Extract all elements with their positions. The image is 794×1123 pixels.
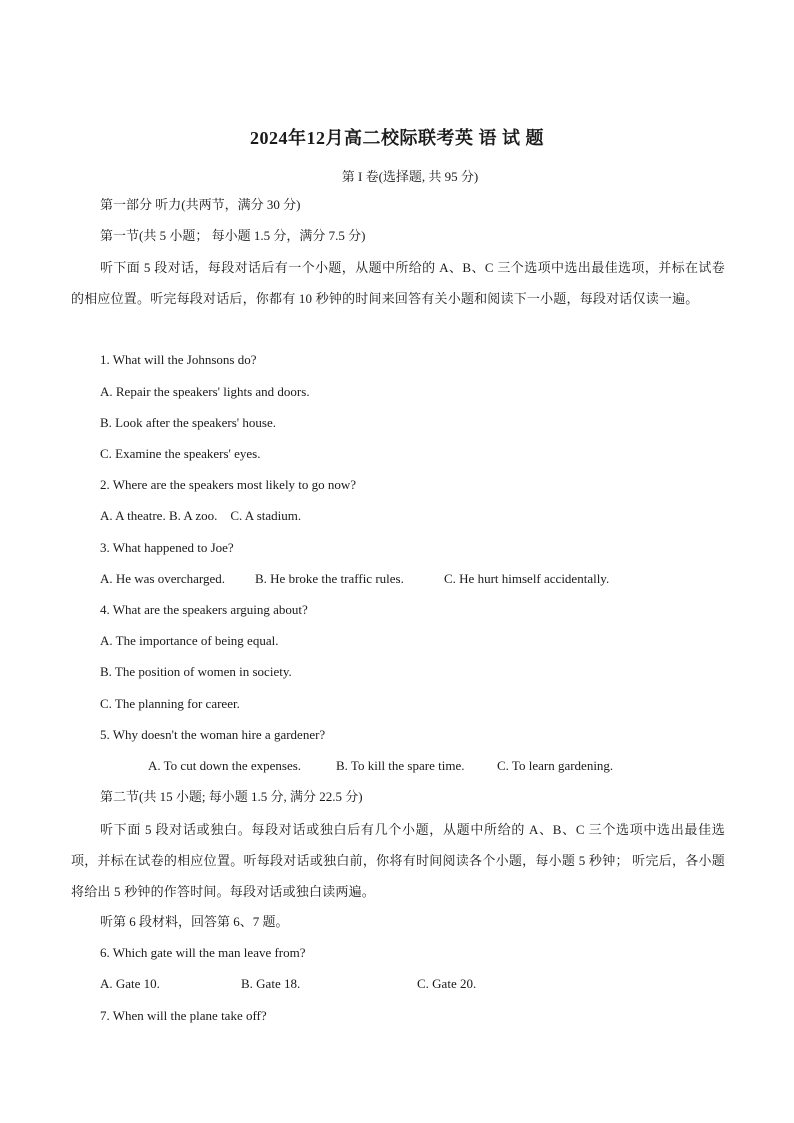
question-1-option-a: A. Repair the speakers' lights and doors. — [100, 384, 310, 399]
question-1: 1. What will the Johnsons do? — [100, 352, 257, 367]
question-3-option-a: A. He was overcharged. — [100, 571, 226, 586]
question-2: 2. Where are the speakers most likely to go now? — [100, 477, 357, 492]
question-5-option-a: A. To cut down the expenses. — [148, 758, 302, 773]
question-4: 4. What are the speakers arguing about? — [100, 602, 308, 617]
question-4-option-b: B. The position of women in society. — [100, 664, 292, 679]
question-6-option-c: C. Gate 20. — [417, 976, 477, 991]
section-two-instructions: 听下面 5 段对话或独白。每段对话或独白后有几个小题，从题中所给的 A、B、C 三个选项中选出最佳选项，并标在试卷的相应位置。听每段对话或独白前，你将有时间阅读各个小题，每小题 5 秒钟； 听完后，各小题将给出 5 秒钟的作答时间。每段对话或独白读两遍。 — [71, 822, 725, 899]
part-one-heading: 第一部分 听力(共两节，满分 30 分) — [100, 197, 301, 212]
volume-subtitle: 第 I 卷(选择题, 共 95 分) — [341, 169, 479, 184]
question-6: 6. Which gate will the man leave from? — [100, 945, 306, 960]
question-5-option-b: B. To kill the spare time. — [336, 758, 465, 773]
question-3: 3. What happened to Joe? — [100, 540, 234, 555]
question-4-option-a: A. The importance of being equal. — [100, 633, 279, 648]
question-6-option-b: B. Gate 18. — [241, 976, 301, 991]
page-title: 2024年12月高二校际联考英 语 试 题 — [250, 128, 544, 148]
section-one-heading: 第一节(共 5 小题； 每小题 1.5 分，满分 7.5 分) — [100, 228, 366, 243]
question-1-option-b: B. Look after the speakers' house. — [100, 415, 276, 430]
question-5-option-c: C. To learn gardening. — [497, 758, 614, 773]
question-2-options: A. A theatre. B. A zoo. C. A stadium. — [100, 508, 302, 523]
section-one-instructions: 听下面 5 段对话，每段对话后有一个小题，从题中所给的 A、B、C 三个选项中选出最佳选项，并标在试卷的相应位置。听完每段对话后，你都有 10 秒钟的时间来回答有关小题和阅读下一小题，每段对话仅读一遍。 — [71, 260, 725, 306]
section-two-heading: 第二节(共 15 小题; 每小题 1.5 分, 满分 22.5 分) — [100, 789, 363, 804]
question-6-option-a: A. Gate 10. — [100, 976, 160, 991]
question-7: 7. When will the plane take off? — [100, 1008, 267, 1023]
question-1-option-c: C. Examine the speakers' eyes. — [100, 446, 261, 461]
question-3-option-c: C. He hurt himself accidentally. — [444, 571, 610, 586]
material-6-heading: 听第 6 段材料，回答第 6、7 题。 — [100, 914, 289, 929]
question-3-option-b: B. He broke the traffic rules. — [255, 571, 404, 586]
question-4-option-c: C. The planning for career. — [100, 696, 240, 711]
question-5: 5. Why doesn't the woman hire a gardener? — [100, 727, 326, 742]
